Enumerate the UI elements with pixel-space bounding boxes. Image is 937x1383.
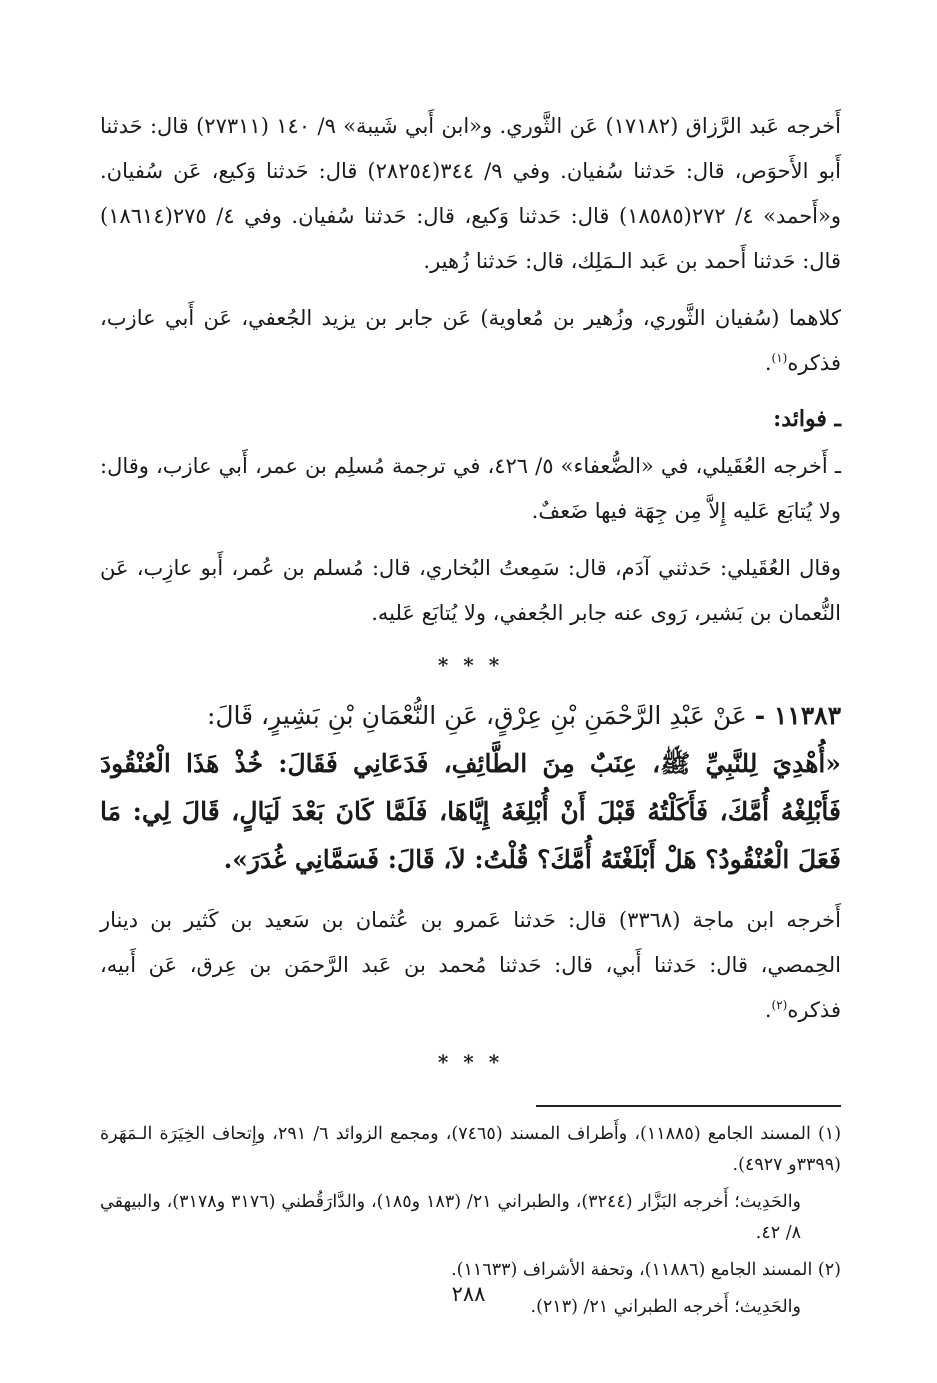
fawaid-paragraph-2: وقال العُقَيلي: حَدثني آدَم، قال: سَمِعتُ البُخاري، قال: مُسلم بن عُمر، أَبو عازِب، عَن النُّعمان بن بَشير، رَوى عنه جابر الجُعفي، ولا يُتابَع عَليه. bbox=[100, 556, 841, 625]
section-separator: * * * bbox=[437, 653, 504, 677]
takhrij-paragraph-2: كلاهما (سُفيان الثَّوري، وزُهير بن مُعاوية) عَن جابر بن يزيد الجُعفي، عَن أَبي عازب، فذكره$^{(١)}$. bbox=[100, 306, 841, 375]
footnote-1-continuation: والحَدِيث؛ أَخرجه البَزَّار (٣٢٤٤)، والطبراني ٢١/ (١٨٣ و١٨٥)، والدَّارَقُطني (٣١٧٦ و٣١٧٨)، والبيهقي ٨/ ٤٢. bbox=[100, 1192, 802, 1243]
page-number: ٢٨٨ bbox=[451, 1282, 486, 1306]
section-separator: * * * bbox=[437, 1050, 504, 1074]
takhrij-2-text: كلاهما (سُفيان الثَّوري، وزُهير بن مُعاوية) عَن جابر بن يزيد الجُعفي، عَن أَبي عازب، فذكره bbox=[100, 306, 841, 375]
footnote-ref-2[interactable]: (٢) bbox=[771, 998, 788, 1012]
hadith-header bbox=[100, 692, 841, 740]
fawaid-paragraph-1: ـ أَخرجه العُقَيلي، في «الضُّعفاء» ٥/ ٤٢٦، في ترجمة مُسلِم بن عمر، أَبي عازب، وقال: ولا يُتابَع عَليه إِلاَّ مِن جِهَة فيها ضَعفٌ. bbox=[100, 454, 841, 523]
fawaid-heading: ـ فوائد: bbox=[773, 406, 841, 432]
footnote-ref-1[interactable]: (١) bbox=[771, 351, 788, 365]
hadith-matn: «أُهْدِيَ لِلنَّبِيِّ ﷺ، عِنَبٌ مِنَ الطَّائِفِ، فَدَعَانِي فَقَالَ: خُذْ هَذَا الْعُنْقُودَ فَأَبْلِغْهُ أُمَّكَ، فَأَكَلْتُهُ قَبْلَ أَنْ أُبْلِغَهُ إِيَّاهَا، فَلَمَّا كَانَ بَعْدَ لَيَالٍ، قَالَ لِي: مَا فَعَلَ الْعُنْقُودُ؟ هَلْ أَبْلَغْتَهُ أُمَّكَ؟ قُلْتُ: لاَ، قَالَ: فَسَمَّانِي غُدَرَ». bbox=[100, 749, 841, 874]
footnote-1: (١) المسند الجامع (١١٨٨٥)، وأَطراف المسند (٧٤٦٥)، ومجمع الزوائد ٦/ ٢٩١، وإِتحاف الخِيَرَة الـمَهَرة (٣٣٩٩و ٤٩٢٧). bbox=[100, 1124, 842, 1175]
takhrij-paragraph-3: أَخرجه ابن ماجة (٣٣٦٨) قال: حَدثنا عَمرو بن عُثمان بن سَعيد بن كَثير بن دينار الحِمصي، قال: حَدثنا أَبي، قال: حَدثنا مُحمد بن عَبد الرَّحمَن بن عِرق، عَن أَبيه، فذكره$^{(٢)}$. bbox=[100, 908, 841, 1022]
footnote-divider bbox=[536, 1105, 841, 1107]
hadith-number: ١١٣٨٣ - bbox=[754, 701, 841, 730]
footnote-2: (٢) المسند الجامع (١١٨٨٦)، وتحفة الأشراف (١١٦٣٣). bbox=[451, 1260, 841, 1280]
takhrij-paragraph-1: أَخرجه عَبد الرَّزاق (١٧١٨٢) عَن الثَّوري. و«ابن أَبي شَيبة» ٩/ ١٤٠ (٢٧٣١١) قال: حَدثنا أَبو الأَحوَص، قال: حَدثنا سُفيان. وفي ٩/ ٣٤٤(٢٨٢٥٤) قال: حَدثنا وَكيع، عَن سُفيان. و«أَحمد» ٤/ ٢٧٢(١٨٥٨٥) قال: حَدثنا وَكيع، قال: حَدثنا سُفيان. وفي ٤/ ٢٧٥(١٨٦١٤) قال: حَدثنا أَحمد بن عَبد الـمَلِك، قال: حَدثنا زُهير. bbox=[100, 114, 841, 273]
hadith-isnad: عَنْ عَبْدِ الرَّحْمَنِ بْنِ عِرْقٍ، عَنِ النُّعْمَانِ بْنِ بَشِيرٍ، قَالَ: bbox=[206, 701, 747, 730]
takhrij-3-text: أَخرجه ابن ماجة (٣٣٦٨) قال: حَدثنا عَمرو بن عُثمان بن سَعيد بن كَثير بن دينار الحِمصي، قال: حَدثنا أَبي، قال: حَدثنا مُحمد بن عَبد الرَّحمَن بن عِرق، عَن أَبيه، فذكره bbox=[100, 908, 841, 1022]
footnote-2-continuation: والحَدِيث؛ أَخرجه الطبراني ٢١/ (٢١٣). bbox=[530, 1297, 801, 1317]
